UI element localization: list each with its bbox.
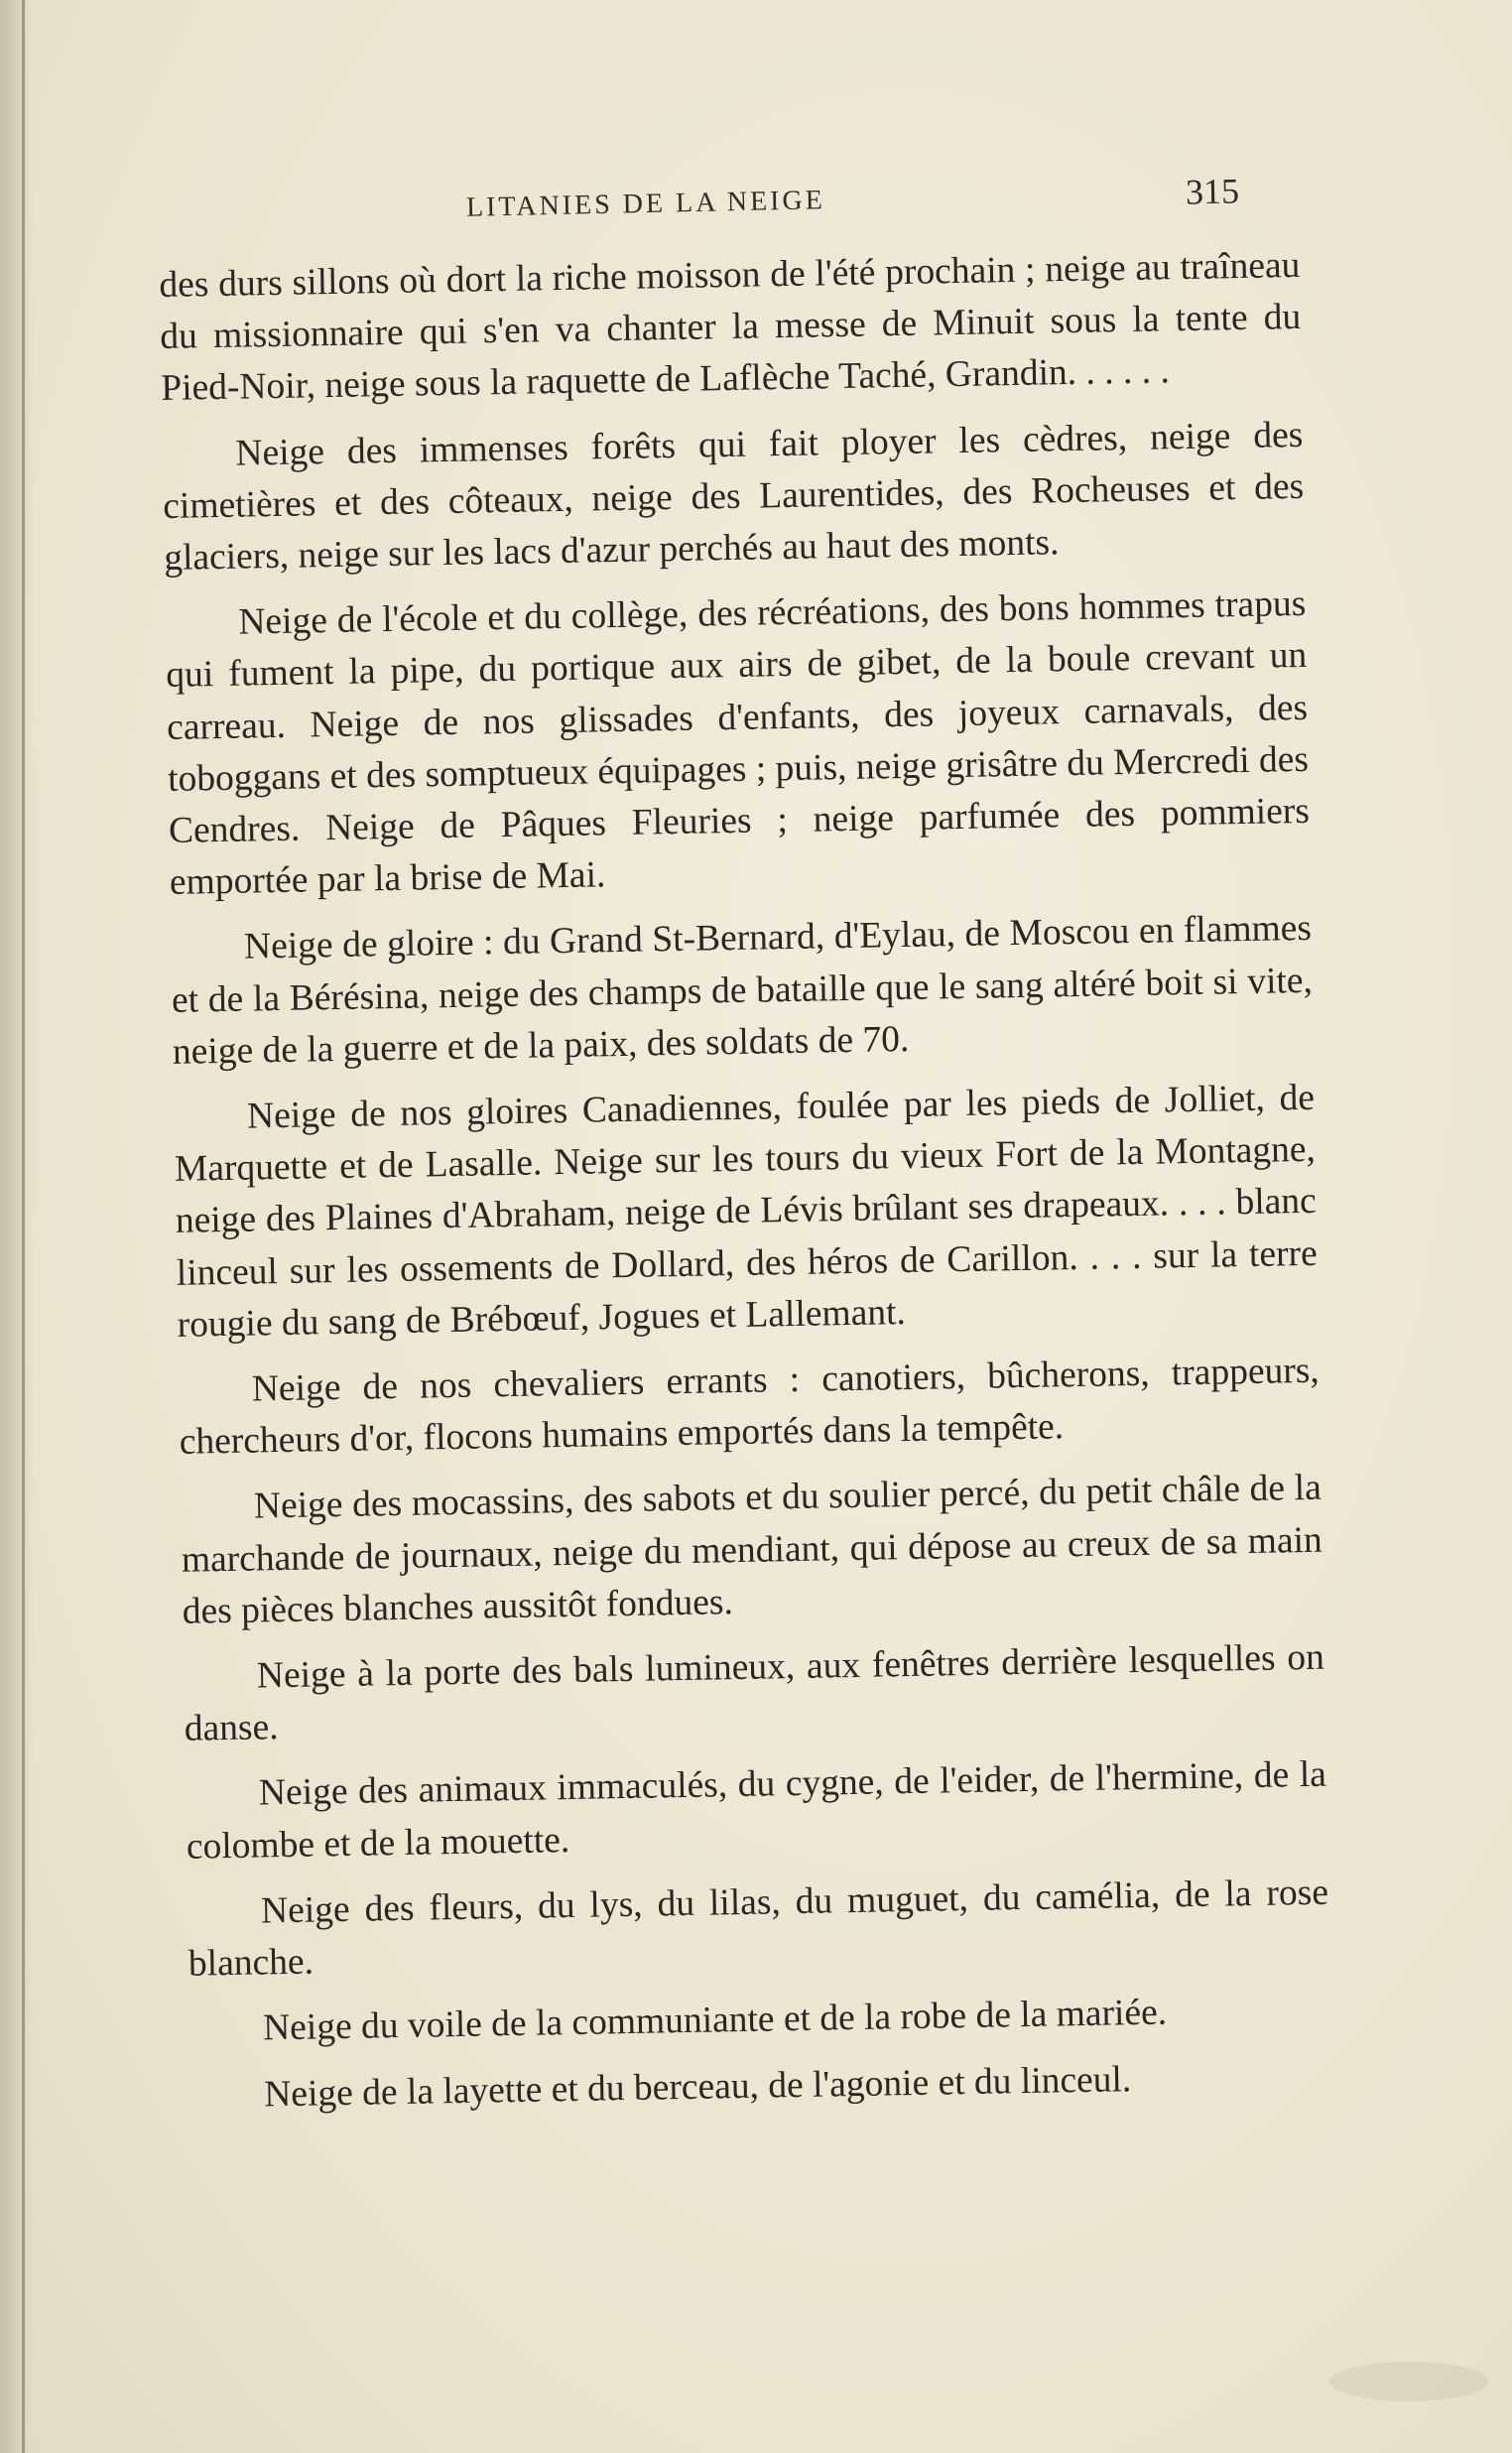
page-number: 315: [1185, 171, 1240, 212]
paragraph: Neige de l'école et du collège, des récréations, des bons hommes trapus qui fument la pipe, du portique aux airs de gibet, de la boule crevant un carreau. Neige de nos glissades d'enfants, des joyeux carnavals, des toboggans et des somptueux équipages ; puis, neige grisâtre du Mercredi des Cendres. Neige de Pâques Fleuries ; neige parfumée des pommiers emportée par la brise de Mai.: [165, 583, 1311, 904]
paragraph: Neige de gloire : du Grand St-Bernard, d'Eylau, de Moscou en flammes et de la Bérésina, neige des champs de bataille que le sang altéré boit si vite, neige de la guerre et de la paix, des soldats de 70.: [171, 908, 1314, 1073]
paragraph: Neige des immenses forêts qui fait ployer les cèdres, neige des cimetières et des côteaux, neige des Laurentides, des Rocheuses et des glaciers, neige sur les lacs d'azur perchés au haut des monts.: [162, 414, 1305, 579]
paragraph: des durs sillons où dort la riche moisson de l'été prochain ; neige au traîneau du missionnaire qui s'en va chanter la messe de Minuit sous la tente du Pied-Noir, neige sous la raquette de Laflèche Taché, Grandin. . . . . .: [159, 244, 1302, 410]
running-title: LITANIES DE LA NEIGE: [465, 185, 826, 223]
paragraph: Neige de la layette et du berceau, de l'agonie et du linceul.: [263, 2058, 1132, 2115]
paragraph: Neige de nos gloires Canadiennes, foulée par les pieds de Jolliet, de Marquette et de Lasalle. Neige sur les tours du vieux Fort de la Montagne, neige des Plaines d'Abraham, neige de Lévis brûlant ses drapeaux. . . . blanc linceul sur les ossements de Dollard, des héros de Carillon. . . . sur la terre rougie du sang de Brébœuf, Jogues et Lallemant.: [174, 1077, 1319, 1346]
paragraph: Neige des mocassins, des sabots et du soulier percé, du petit châle de la marchande de journaux, neige du mendiant, qui dépose au creux de sa main des pièces blanches aussitôt fondues.: [181, 1468, 1323, 1632]
body-text: [159, 240, 1332, 2135]
paragraph: Neige à la porte des bals lumineux, aux fenêtres derrière lesquelles on danse.: [184, 1636, 1325, 1750]
gutter-binding-line: [22, 0, 25, 2453]
paragraph: Neige du voile de la communiante et de la robe de la mariée.: [262, 1992, 1168, 2049]
paragraph: Neige des fleurs, du lys, du lilas, du muguet, du camélia, de la rose blanche.: [188, 1872, 1329, 1985]
paragraph: Neige des animaux immaculés, du cygne, de l'eider, de l'hermine, de la colombe et de la mouette.: [186, 1754, 1327, 1868]
page-gutter: [0, 0, 34, 2453]
paragraph: Neige de nos chevaliers errants : canotiers, bûcherons, trappeurs, chercheurs d'or, flocons humains emportés dans la tempête.: [179, 1350, 1321, 1464]
paper-stain: [1329, 2362, 1488, 2401]
